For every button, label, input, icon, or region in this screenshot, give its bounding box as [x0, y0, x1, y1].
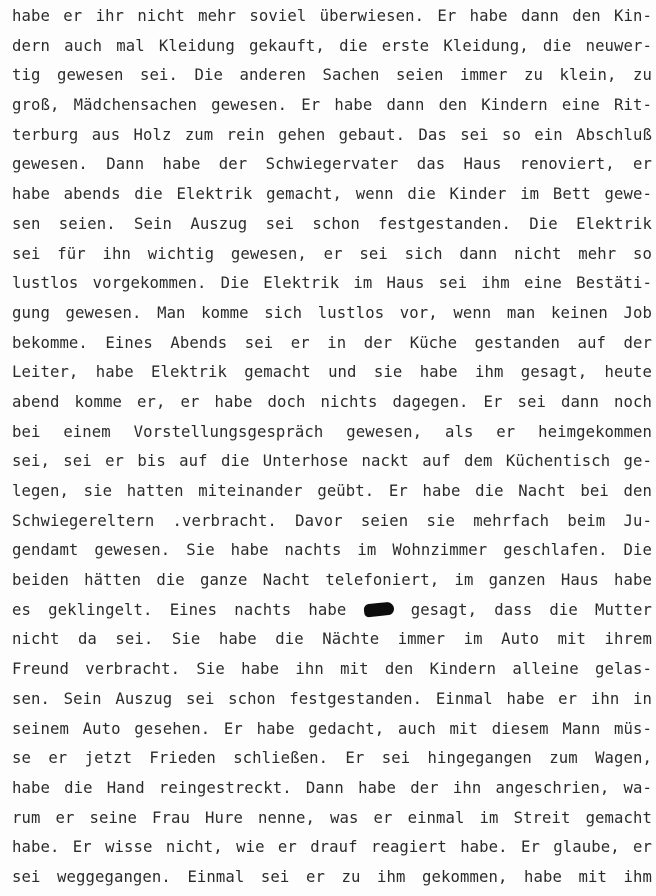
text-line: habe die Hand reingestreckt. Dann habe der ihn angeschrien, wa- — [12, 778, 652, 797]
text-line: tig gewesen sei. Die anderen Sachen seien immer zu klein, zu — [12, 66, 652, 85]
text-line: habe. Er wisse nicht, wie er drauf reagiert habe. Er glaube, er — [12, 838, 652, 857]
text-line: se er jetzt Frieden schließen. Er sei hingegangen zum Wagen, — [12, 749, 652, 768]
text-line: Freund verbracht. Sie habe ihn mit den Kindern alleine gelas- — [12, 660, 652, 679]
document-text — [12, 2, 652, 893]
text-line: Leiter, habe Elektrik gemacht und sie habe ihm gesagt, heute — [12, 363, 652, 382]
text-line: sei weggegangen. Einmal sei er zu ihm gekommen, habe mit ihm — [12, 867, 652, 886]
text-line: beiden hätten die ganze Nacht telefoniert, im ganzen Haus habe — [12, 571, 652, 590]
text-line: sen. Sein Auszug sei schon festgestanden. Einmal habe er ihn in — [12, 689, 652, 708]
text-line: seinem Auto gesehen. Er habe gedacht, auch mit diesem Mann müs- — [12, 719, 652, 738]
text-segment: es geklingelt. Eines nachts habe — [12, 600, 347, 619]
text-line-with-redaction — [12, 596, 652, 626]
text-line: sen seien. Sein Auszug sei schon festgestanden. Die Elektrik — [12, 214, 652, 233]
redaction-mark — [363, 601, 394, 617]
text-line: Schwiegereltern .verbracht. Davor seien sie mehrfach beim Ju- — [12, 511, 652, 530]
text-line: legen, sie hatten miteinander geübt. Er habe die Nacht bei den — [12, 482, 652, 500]
text-line: dern auch mal Kleidung gekauft, die erste Kleidung, die neuwer- — [12, 36, 652, 55]
text-line: sei, sei er bis auf die Unterhose nackt auf dem Küchentisch ge- — [12, 452, 652, 471]
text-line: groß, Mädchensachen gewesen. Er habe dann den Kindern eine Rit- — [12, 96, 652, 115]
text-line: abend komme er, er habe doch nichts dagegen. Er sei dann noch — [12, 392, 652, 411]
text-line: bei einem Vorstellungsgespräch gewesen, als er heimgekommen — [12, 422, 652, 441]
text-line: gendamt gewesen. Sie habe nachts im Wohnzimmer geschlafen. Die — [12, 541, 652, 560]
text-segment: gesagt, dass die Mutter — [410, 600, 652, 619]
text-line: habe abends die Elektrik gemacht, wenn die Kinder im Bett gewe- — [12, 185, 652, 204]
text-line: nicht da sei. Sie habe die Nächte immer im Auto mit ihrem — [12, 630, 652, 649]
text-line: bekomme. Eines Abends sei er in der Küche gestanden auf der — [12, 333, 652, 352]
text-line: terburg aus Holz zum rein gehen gebaut. Das sei so ein Abschluß — [12, 125, 652, 144]
text-line: lustlos vorgekommen. Die Elektrik im Haus sei ihm eine Bestäti- — [12, 274, 652, 293]
text-line: rum er seine Frau Hure nenne, was er einmal im Streit gemacht — [12, 808, 652, 827]
text-line: gung gewesen. Man komme sich lustlos vor, wenn man keinen Job — [12, 303, 652, 322]
text-line: sei für ihn wichtig gewesen, er sei sich dann nicht mehr so — [12, 244, 652, 263]
text-line: gewesen. Dann habe der Schwiegervater das Haus renoviert, er — [12, 155, 652, 174]
text-line: habe er ihr nicht mehr soviel überwiesen. Er habe dann den Kin- — [12, 7, 652, 25]
